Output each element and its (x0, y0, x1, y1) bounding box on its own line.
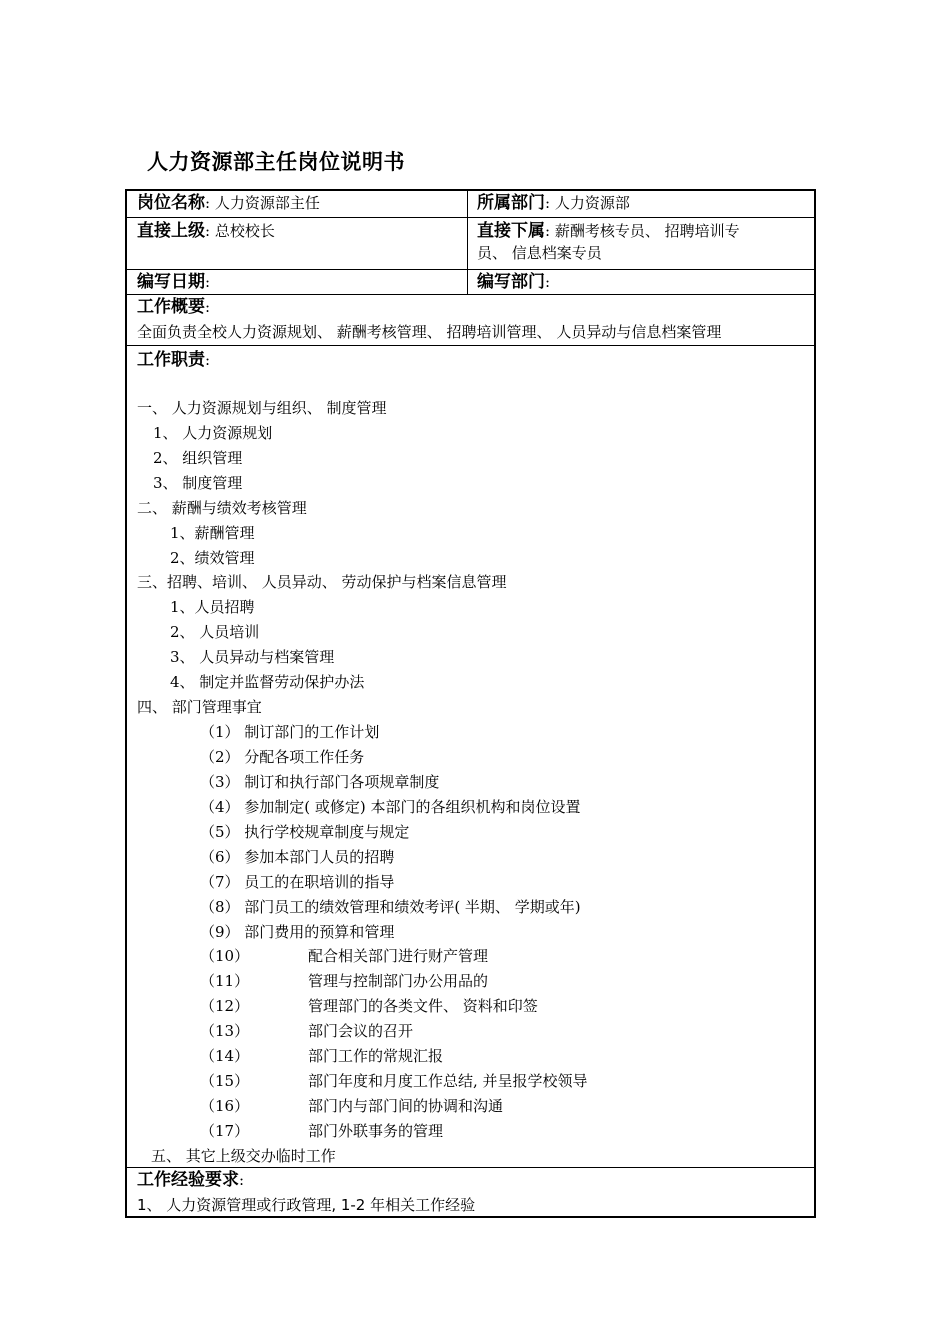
duty-item: 五、 其它上级交办临时工作 (151, 1147, 336, 1165)
colon: : (239, 1171, 245, 1189)
duty-item-number: （15） (200, 1072, 250, 1090)
subordinate-value-line2: 员、 信息档案专员 (477, 244, 602, 262)
colon: : (205, 298, 211, 316)
department-value: 人力资源部 (554, 194, 630, 212)
row-divider (127, 269, 814, 270)
duty-item-number: （11） (200, 972, 250, 990)
duty-item-text: 部门会议的召开 (308, 1022, 414, 1040)
overview-text (137, 322, 721, 342)
subordinate-cell (477, 220, 812, 264)
duties-heading (137, 349, 210, 371)
duty-item: （5） 执行学校规章制度与规定 (200, 823, 410, 841)
page-title: 人力资源部主任岗位说明书 (147, 150, 405, 174)
row-divider (127, 1167, 814, 1168)
duty-item: 3、 制度管理 (153, 474, 243, 492)
superior-value: 总校校长 (214, 222, 275, 240)
duty-item: 二、 薪酬与绩效考核管理 (137, 499, 307, 517)
superior-cell (137, 220, 275, 242)
duty-item: 1、人员招聘 (170, 598, 255, 616)
colon: : (205, 351, 211, 369)
duty-item: 2、绩效管理 (170, 549, 255, 567)
overview-label: 工作概要 (137, 297, 205, 317)
position-name-cell (137, 192, 320, 214)
duty-item: 三、招聘、培训、 人员异动、 劳动保护与档案信息管理 (137, 573, 507, 591)
duty-item-text: 管理部门的各类文件、 资料和印签 (308, 997, 538, 1015)
duty-item: 3、 人员异动与档案管理 (170, 648, 335, 666)
writer-dept-cell (477, 271, 550, 293)
duty-item: （4） 参加制定( 或修定) 本部门的各组织机构和岗位设置 (200, 798, 581, 816)
overview-text-rest: 人力资源规划、 薪酬考核管理、 招聘培训管理、 人员异动与信息档案管理 (227, 323, 722, 341)
duty-item: 1、 人力资源规划 (153, 424, 273, 442)
duty-item: （8） 部门员工的绩效管理和绩效考评( 半期、 学期或年) (200, 898, 581, 916)
duty-item: （9） 部门费用的预算和管理 (200, 923, 395, 941)
superior-label: 直接上级 (137, 221, 205, 241)
duty-item: （3） 制订和执行部门各项规章制度 (200, 773, 440, 791)
date-label: 编写日期 (137, 272, 205, 292)
duty-item-number: （16） (200, 1097, 250, 1115)
overview-text-prefix: 全面负责全校 (137, 323, 228, 341)
duty-item-number: （12） (200, 997, 250, 1015)
duty-item-text: 部门工作的常规汇报 (308, 1047, 444, 1065)
row-divider (127, 294, 814, 295)
department-label: 所属部门 (477, 193, 545, 213)
job-description-table (125, 189, 816, 1218)
duty-item-text: 部门外联事务的管理 (308, 1122, 444, 1140)
duty-item-number: （17） (200, 1122, 250, 1140)
row-divider (127, 217, 814, 218)
duty-item: 2、 人员培训 (170, 623, 260, 641)
position-name-value: 人力资源部主任 (214, 194, 320, 212)
writer-dept-label: 编写部门 (477, 272, 545, 292)
experience-heading (137, 1169, 244, 1191)
row-divider (127, 345, 814, 346)
duty-item: （6） 参加本部门人员的招聘 (200, 848, 395, 866)
colon: : (545, 222, 551, 240)
colon: : (205, 273, 211, 291)
duty-item-text: 部门内与部门间的协调和沟通 (308, 1097, 504, 1115)
column-divider (467, 191, 468, 295)
duty-item: （7） 员工的在职培训的指导 (200, 873, 395, 891)
date-cell (137, 271, 210, 293)
duty-item: 一、 人力资源规划与组织、 制度管理 (137, 399, 387, 417)
experience-item: 1、 人力资源管理或行政管理, 1-2 年相关工作经验 (137, 1196, 476, 1214)
department-cell (477, 192, 630, 214)
colon: : (545, 273, 551, 291)
duty-item-number: （14） (200, 1047, 250, 1065)
duty-item-text: 配合相关部门进行财产管理 (308, 947, 489, 965)
duty-item: 四、 部门管理事宜 (137, 698, 262, 716)
duty-item-text: 管理与控制部门办公用品的 (308, 972, 489, 990)
duty-item: 4、 制定并监督劳动保护办法 (170, 673, 365, 691)
duty-item-number: （13） (200, 1022, 250, 1040)
colon: : (205, 194, 211, 212)
overview-heading (137, 296, 210, 318)
colon: : (545, 194, 551, 212)
duty-item: 1、薪酬管理 (170, 524, 255, 542)
duty-item: （2） 分配各项工作任务 (200, 748, 365, 766)
colon: : (205, 222, 211, 240)
duty-item: 2、 组织管理 (153, 449, 243, 467)
subordinate-label: 直接下属 (477, 221, 545, 241)
duty-item-text: 部门年度和月度工作总结, 并呈报学校领导 (308, 1072, 588, 1090)
position-name-label: 岗位名称 (137, 193, 205, 213)
experience-label: 工作经验要求 (137, 1170, 239, 1190)
duties-label: 工作职责 (137, 350, 205, 370)
duty-item: （1） 制订部门的工作计划 (200, 723, 380, 741)
duty-item-number: （10） (200, 947, 250, 965)
subordinate-value-line1: 薪酬考核专员、 招聘培训专 (554, 222, 740, 240)
